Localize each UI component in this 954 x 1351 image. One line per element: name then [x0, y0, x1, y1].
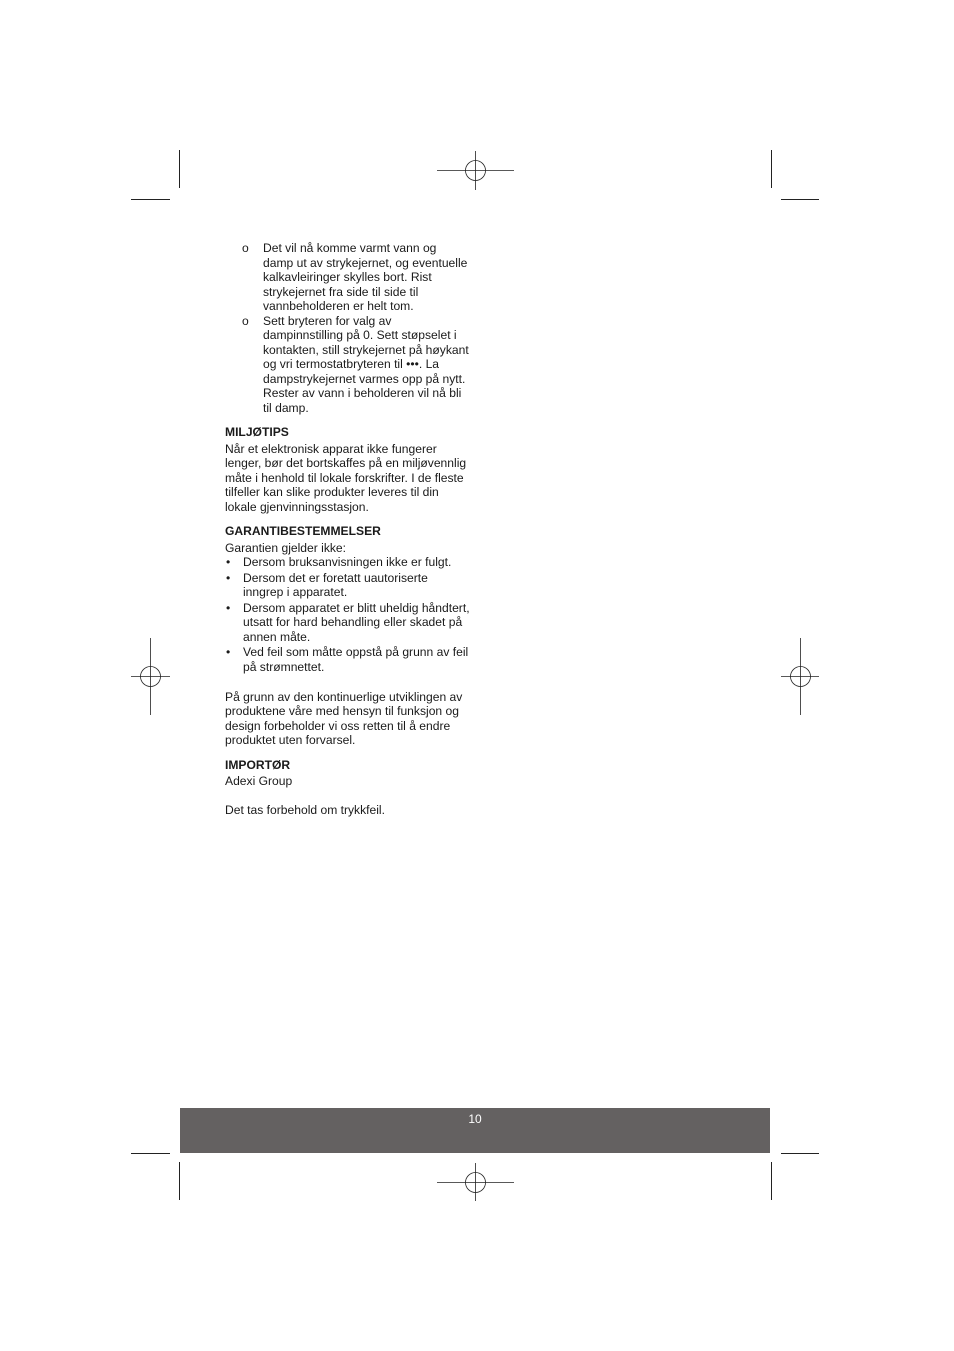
environment-text: Når et elektronisk apparat ikke fungerer lenger, bør det bortskaffes på en miljøvennlig måte i henhold til lokale forskrifter. I de fleste tilfeller kan slike produkter leveres til din lokale gjenvinningsstasjon. [225, 441, 467, 514]
importer-name: Adexi Group [225, 774, 293, 788]
step-marker: o [242, 313, 249, 328]
exclusion-text: Dersom bruksanvisningen ikke er fulgt. [243, 555, 452, 569]
warranty-intro: Garantien gjelder ikke: [225, 540, 347, 555]
warranty-exclusions-list [225, 555, 470, 674]
manual-text-column [225, 241, 470, 818]
environment-heading: MILJØTIPS [225, 425, 289, 439]
spacer [225, 675, 470, 690]
list-item [225, 241, 470, 314]
registration-mark-right [781, 638, 819, 715]
warranty-heading: GARANTIBESTEMMELSER [225, 524, 381, 538]
steps-list [225, 241, 470, 415]
step-text: Det vil nå komme varmt vann og damp ut av strykejernet, og eventuelle kalkavleiringer skylles bort. Rist strykejernet fra side til side til vannbeholderen er helt tom. [263, 241, 468, 313]
page-number: 10 [468, 1112, 482, 1126]
spacer [225, 789, 470, 804]
step-marker: o [242, 241, 249, 255]
bullet-marker: • [226, 555, 231, 569]
exclusion-text: Dersom det er foretatt uautoriserte inngrep i apparatet. [243, 570, 428, 599]
misprint-note: Det tas forbehold om trykkfeil. [225, 803, 385, 817]
bullet-marker: • [226, 645, 231, 659]
registration-mark-left [131, 638, 170, 715]
exclusion-text: Ved feil som måtte oppstå på grunn av feil på strømnettet. [243, 645, 469, 674]
bullet-marker: • [226, 570, 231, 585]
list-item [225, 314, 470, 416]
registration-mark-bottom [437, 1163, 514, 1201]
bullet-marker: • [226, 600, 231, 615]
list-item [225, 601, 470, 645]
list-item [225, 555, 470, 570]
list-item [225, 571, 470, 600]
footer-bar [180, 1108, 770, 1153]
registration-mark-top [437, 151, 514, 190]
importer-heading: IMPORTØR [225, 757, 291, 772]
warranty-disclaimer: På grunn av den kontinuerlige utviklingen av produktene våre med hensyn til funksjon og design forbeholder vi oss retten til å endre produktet uten forvarsel. [225, 689, 463, 747]
exclusion-text: Dersom apparatet er blitt uheldig håndtert, utsatt for hard behandling eller skadet på annen måte. [243, 600, 470, 644]
step-text: Sett bryteren for valg av dampinnstilling på 0. Sett støpselet i kontakten, still strykejernet på høykant og vri termostatbryteren til •••. La dampstrykejernet varmes opp på nytt. Rester av vann i beholderen vil nå bli til damp. [263, 313, 469, 415]
list-item [225, 645, 470, 674]
